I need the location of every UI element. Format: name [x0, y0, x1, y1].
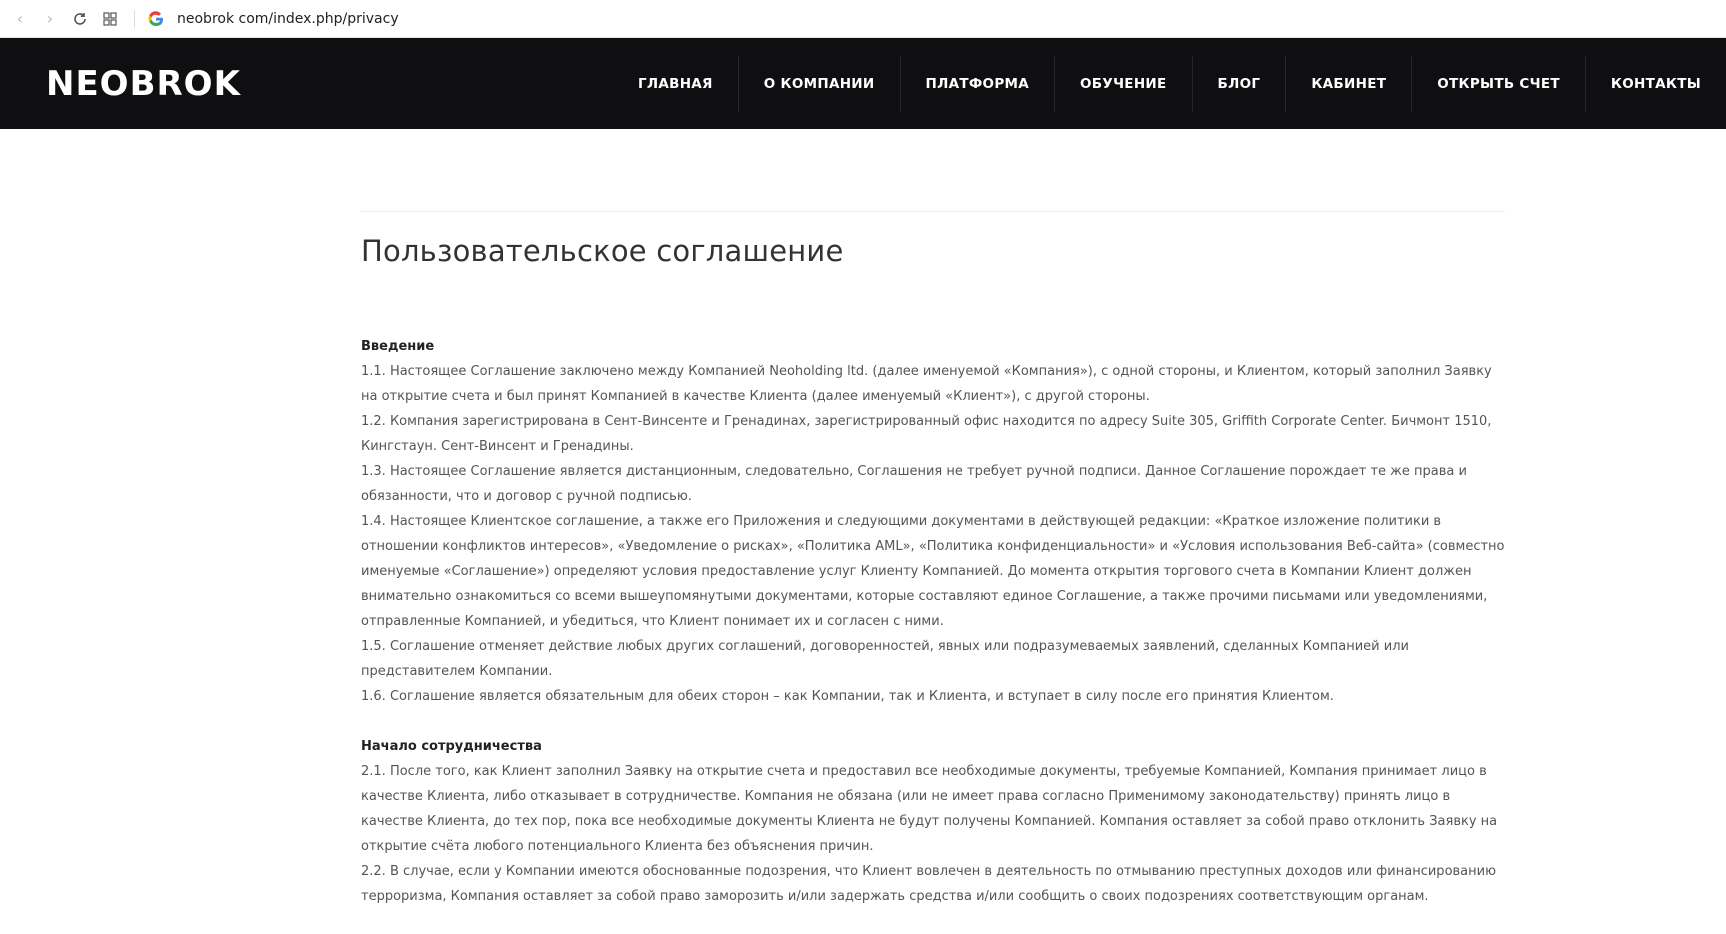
site-header — [0, 38, 1726, 129]
paragraph: 1.1. Настоящее Соглашение заключено между Компанией Neoholding ltd. (далее именуемой «Компания»), с одной стороны, и Клиентом, который заполнил Заявку на открытие счета и был принят Компанией в качестве Клиента (далее именуемый «Клиент»), с другой стороны. — [361, 364, 1492, 404]
content-divider — [361, 211, 1505, 212]
nav-item-about[interactable]: О КОМПАНИИ — [738, 56, 900, 112]
url-bar[interactable]: neobrok com/index.php/privacy — [177, 10, 399, 27]
paragraph: 2.2. В случае, если у Компании имеются обоснованные подозрения, что Клиент вовлечен в деятельность по отмыванию преступных доходов или финансированию терроризма, Компания оставляет за собой право заморозить и/или задержать средства и/или сообщить о своих подозрениях соответствующим органам. — [361, 864, 1497, 904]
section-title: Начало сотрудничества — [361, 739, 542, 754]
reload-icon[interactable] — [70, 9, 90, 29]
nav-item-home[interactable]: ГЛАВНАЯ — [637, 75, 713, 92]
forward-icon[interactable]: › — [46, 9, 54, 28]
nav-item-blog[interactable]: БЛОГ — [1192, 56, 1286, 112]
paragraph: 1.5. Соглашение отменяет действие любых других соглашений, договоренностей, явных или подразумеваемых заявлений, сделанных Компанией или представителем Компании. — [361, 639, 1409, 679]
section-title: Введение — [361, 339, 435, 354]
nav-item-contacts[interactable]: КОНТАКТЫ — [1585, 56, 1726, 112]
google-icon — [147, 10, 165, 28]
paragraph: 1.3. Настоящее Соглашение является дистанционным, следовательно, Соглашения не требует ручной подписи. Данное Соглашение порождает те же права и обязанности, что и договор с ручной подписью. — [361, 464, 1467, 504]
page-title: Пользовательское соглашение — [361, 234, 844, 268]
main-content — [361, 211, 1505, 934]
section-cooperation-start — [361, 734, 1505, 909]
nav-item-education[interactable]: ОБУЧЕНИЕ — [1054, 56, 1192, 112]
paragraph: 1.2. Компания зарегистрирована в Сент-Винсенте и Гренадинах, зарегистрированный офис находится по адресу Suite 305, Griffith Corporate Center. Бичмонт 1510, Кингстаун. Сент-Винсент и Гренадины. — [361, 414, 1492, 454]
nav-item-open-account[interactable]: ОТКРЫТЬ СЧЕТ — [1411, 56, 1585, 112]
site-logo[interactable]: NEOBROK — [46, 63, 241, 104]
paragraph: 2.1. После того, как Клиент заполнил Заявку на открытие счета и предоставил все необходимые документы, требуемые Компанией, Компания принимает лицо в качестве Клиента, либо отказывает в сотрудничестве. Компания не обязана (или не имеет права согласно Применимому законодательству) принять лицо в качестве Клиента, до тех пор, пока все необходимые документы Клиента не будут получены Компанией. Компания оставляет за собой право отклонить Заявку на открытие счёта любого потенциального Клиента без объяснения причин. — [361, 764, 1498, 854]
nav-item-cabinet[interactable]: КАБИНЕТ — [1285, 56, 1411, 112]
paragraph: 1.4. Настоящее Клиентское соглашение, а также его Приложения и следующими документами в действующей редакции: «Краткое изложение политики в отношении конфликтов интересов», «Уведомление о рисках», «Политика AML», «Политика конфиденциальности» и «Условия использования Веб-сайта» (совместно именуемые «Соглашение») определяют условия предоставление услуг Клиенту Компанией. До момента открытия торгового счета в Компании Клиент должен внимательно ознакомиться со всеми вышеупомянутыми документами, которые составляют единое Соглашение, а также прочими письмами или уведомлениями, отправленные Компанией, и убедиться, что Клиент понимает их и согласен с ними. — [361, 514, 1505, 629]
paragraph: 1.6. Соглашение является обязательным для обеих сторон – как Компании, так и Клиента, и вступает в силу после его принятия Клиентом. — [361, 689, 1334, 704]
back-icon[interactable]: ‹ — [16, 9, 24, 28]
toolbar-divider — [134, 10, 135, 28]
main-navigation — [613, 38, 1726, 129]
apps-grid-icon[interactable] — [100, 9, 120, 29]
nav-item-platform[interactable]: ПЛАТФОРМА — [900, 56, 1055, 112]
browser-toolbar — [0, 0, 1726, 38]
section-introduction — [361, 334, 1505, 709]
